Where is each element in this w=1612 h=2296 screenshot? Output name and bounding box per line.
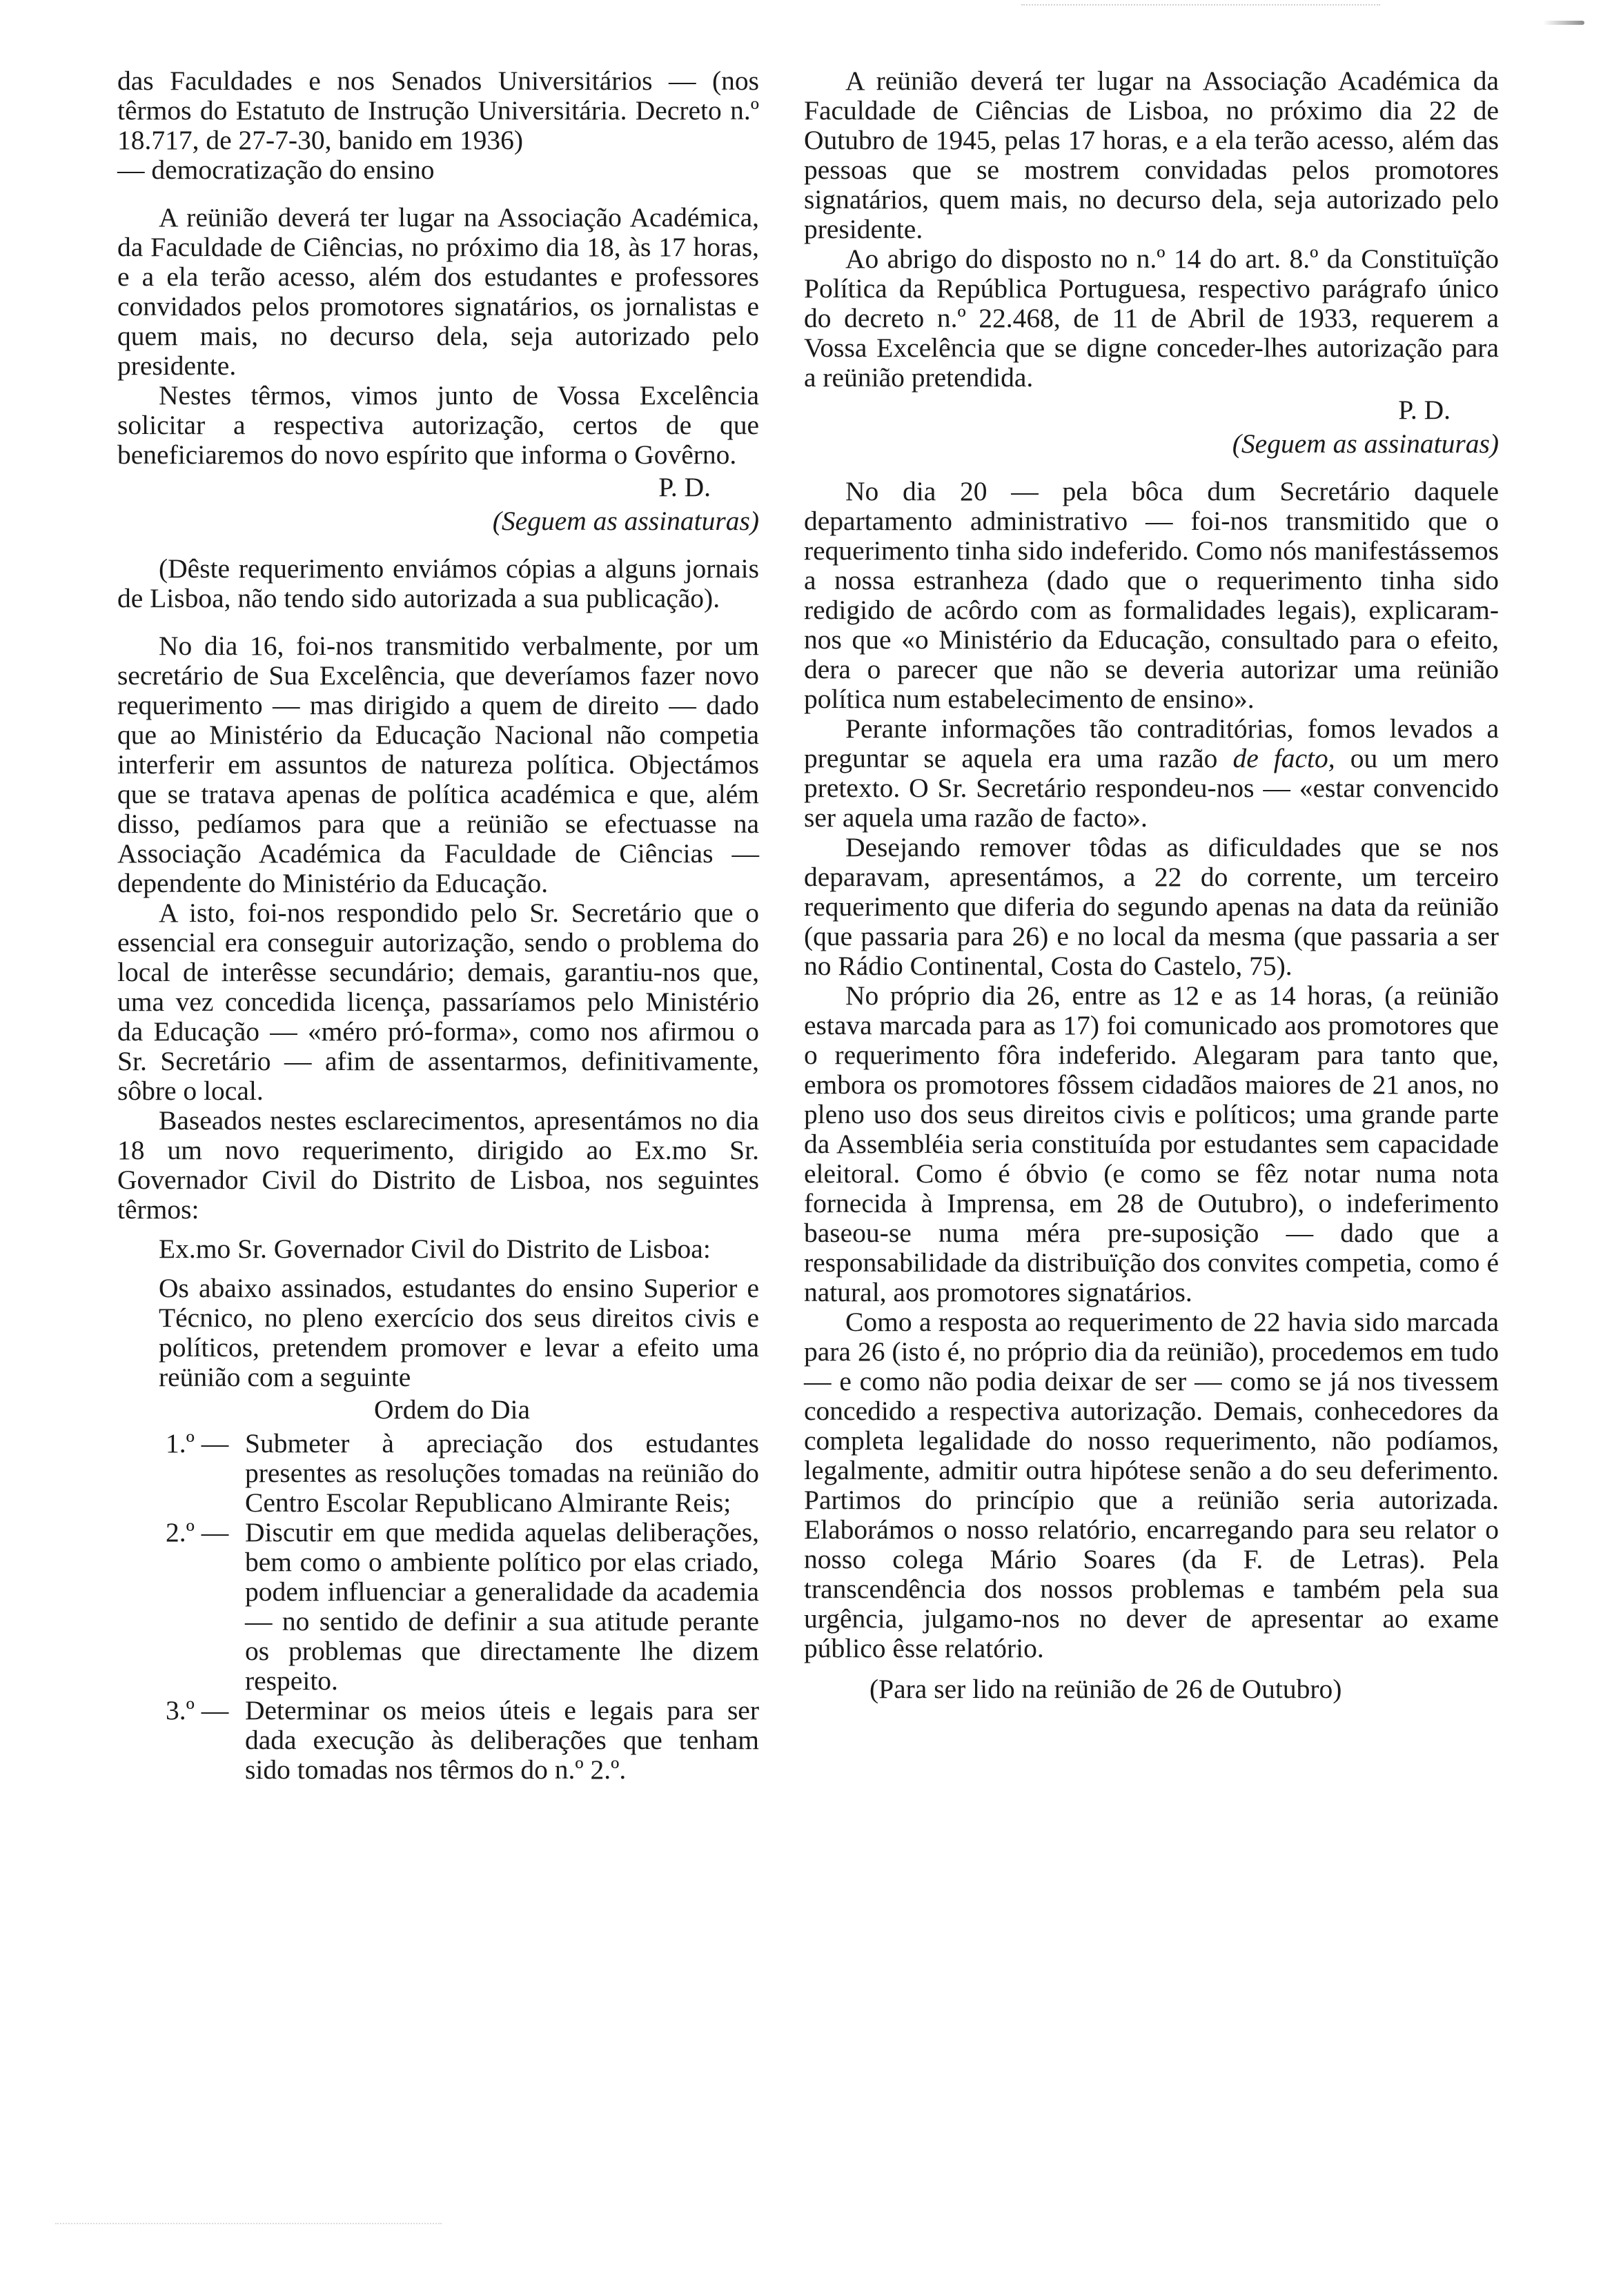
paragraph: — democratização do ensino <box>117 155 435 185</box>
paragraph: A reünião deverá ter lugar na Associação Académica da Faculdade de Ciências de Lisboa, no próximo dia 22 de Outubro de 1945, pelas 17 horas, e a ela terão acesso, além das pessoas que se mostrem convidadas pelos promotores signatários, quem mais, no decurso dela, seja autorizado pelo presidente. <box>804 66 1499 244</box>
agenda-item <box>166 1429 759 1518</box>
scan-specks-top <box>1021 4 1380 8</box>
paragraph: Nestes têrmos, vimos junto de Vossa Excelência solicitar a respectiva autorização, certos de que beneficiaremos do novo espírito que informa o Govêrno. <box>117 380 759 470</box>
paragraph: das Faculdades e nos Senados Universitários — (nos têrmos do Estatuto de Instrução Universitária. Decreto n.º 18.717, de 27-7-30, banido em 1936) <box>117 66 759 155</box>
agenda-item-text: Submeter à apreciação dos estudantes presentes as resoluções tomadas na reünião do Centro Escolar Republicano Almirante Reis; <box>245 1428 759 1518</box>
agenda-item <box>166 1696 759 1785</box>
text-run: ou um mero pretexto. O Sr. Secretário respondeu-nos — «estar convencido ser aquela uma razão de facto». <box>804 743 1500 833</box>
right-column <box>804 66 1499 1704</box>
paragraph: Desejando remover tôdas as dificuldades que se nos deparavam, apresentámos, a 22 do corrente, um terceiro requerimento que diferia do segundo apenas na data da reünião (que passaria para 26) e no local da mesma (que passaria a ser no Rádio Continental, Costa do Castelo, 75). <box>804 832 1499 981</box>
letter-body: Os abaixo assinados, estudantes do ensino Superior e Técnico, no pleno exercício dos seus direitos civis e políticos, pretendem promover e levar a efeito uma reünião com a seguinte <box>159 1273 759 1392</box>
left-column <box>117 66 759 1785</box>
text-run: Perante informações tão contraditórias, fomos levados a preguntar se aquela era uma razão <box>804 713 1499 773</box>
paragraph: No próprio dia 26, entre as 12 e as 14 horas, (a reünião estava marcada para as 17) foi comunicado aos promotores que o requerimento fôra indeferido. Alegaram para tanto que, embora os promotores fôssem cidadãos maiores de 21 anos, no pleno uso dos seus direitos civis e políticos; uma grande parte da Assembléia seria constituída por estudantes sem capacidade eleitoral. Como é óbvio (e como se fêz notar numa nota fornecida à Imprensa, em 28 de Outubro), o indeferimento baseou-se numa méra pre-suposição — dado que a responsabilidade da distribuïção dos convites competia, como é natural, aos promotores signatários. <box>804 980 1499 1307</box>
paragraph: (Dêste requerimento enviámos cópias a alguns jornais de Lisboa, não tendo sido autorizada a sua publicação). <box>117 553 759 613</box>
paragraph: A reünião deverá ter lugar na Associação Académica, da Faculdade de Ciências, no próximo dia 18, às 17 horas, e a ela terão acesso, além dos estudantes e professores convidados pelos promotores signatários, os jornalistas e quem mais, no decurso dela, seja autorizado pelo presidente. <box>117 202 759 381</box>
agenda-title: Ordem do Dia <box>374 1394 530 1425</box>
agenda-item-number: 1.º — <box>166 1428 229 1458</box>
agenda-item <box>166 1518 759 1696</box>
scan-specks-bottom <box>55 2223 442 2226</box>
agenda-item-number: 2.º — <box>166 1517 229 1547</box>
paragraph: A isto, foi-nos respondido pelo Sr. Secretário que o essencial era conseguir autorização, sendo o problema do local de interêsse secundário; demais, garantiu-nos que, uma vez concedida licença, passaríamos pelo Ministério da Educação — «méro pró-forma», como nos afirmou o Sr. Secretário — afim de assentarmos, definitivamente, sôbre o local. <box>117 898 759 1106</box>
signatures-note: (Seguem as assinaturas) <box>1232 428 1499 459</box>
agenda-item-number: 3.º — <box>166 1695 229 1725</box>
letter-salutation: Ex.mo Sr. Governador Civil do Distrito de Lisboa: <box>159 1234 711 1264</box>
paragraph: Ao abrigo do disposto no n.º 14 do art. 8.º da Constituïção Política da República Portuguesa, respectivo parágrafo único do decreto n.º 22.468, de 11 de Abril de 1933, requerem a Vossa Excelência que se digne conceder-lhes autorização para a reünião pretendida. <box>804 244 1499 393</box>
paragraph: Como a resposta ao requerimento de 22 havia sido marcada para 26 (isto é, no próprio dia da reünião), procedemos em tudo — e como não podia deixar de ser — como se já nos tivessem concedido a respectiva autorização. Demais, conhecedores da completa legalidade do nosso requerimento, não podíamos, legalmente, admitir outra hipótese senão a do seu deferimento. Partimos do princípio que a reünião seria autorizada. Elaborámos o nosso relatório, encarregando para seu relator o nosso colega Mário Soares (da F. de Letras). Pela transcendência dos nossos problemas e também pela sua urgência, julgamo-nos no dever de apresentar ao exame público êsse relatório. <box>804 1307 1499 1663</box>
closing-formula: P. D. <box>1398 395 1451 425</box>
italic-run: de facto, <box>1232 743 1335 773</box>
paragraph: Baseados nestes esclarecimentos, apresentámos no dia 18 um novo requerimento, dirigido ao Ex.mo Sr. Governador Civil do Distrito de Lisboa, nos seguintes têrmos: <box>117 1105 759 1225</box>
agenda-item-text: Determinar os meios úteis e legais para ser dada execução às deliberações que tenham sido tomadas nos têrmos do n.º 2.º. <box>245 1695 759 1785</box>
paragraph: No dia 16, foi-nos transmitido verbalmente, por um secretário de Sua Excelência, que deveríamos fazer novo requerimento — mas dirigido a quem de direito — dado que ao Ministério da Educação Nacional não competia interferir em assuntos de natureza política. Objectámos que se tratava apenas de política académica e que, além disso, pedíamos para que a reünião se efectuasse na Associação Académica da Faculdade de Ciências — dependente do Ministério da Educação. <box>117 631 759 898</box>
paragraph <box>804 714 1499 833</box>
scan-mark-corner <box>1543 21 1584 25</box>
closing-formula: P. D. <box>658 472 711 502</box>
agenda-item-text: Discutir em que medida aquelas deliberações, bem como o ambiente político por elas criado, podem influenciar a generalidade da academia — no sentido de definir a sua atitude perante os problemas que directamente lhe dizem respeito. <box>245 1517 759 1696</box>
paragraph: No dia 20 — pela bôca dum Secretário daquele departamento administrativo — foi-nos transmitido que o requerimento tinha sido indeferido. Como nós manifestássemos a nossa estranheza (dado que o requerimento tinha sido redigido de acôrdo com as formalidades legais), explicaram-nos que «o Ministério da Educação, consultado para o efeito, dera o parecer que não se deveria autorizar uma reünião política num estabelecimento de ensino». <box>804 476 1499 714</box>
signatures-note: (Seguem as assinaturas) <box>492 506 759 536</box>
final-note: (Para ser lido na reünião de 26 de Outubro) <box>869 1674 1342 1704</box>
